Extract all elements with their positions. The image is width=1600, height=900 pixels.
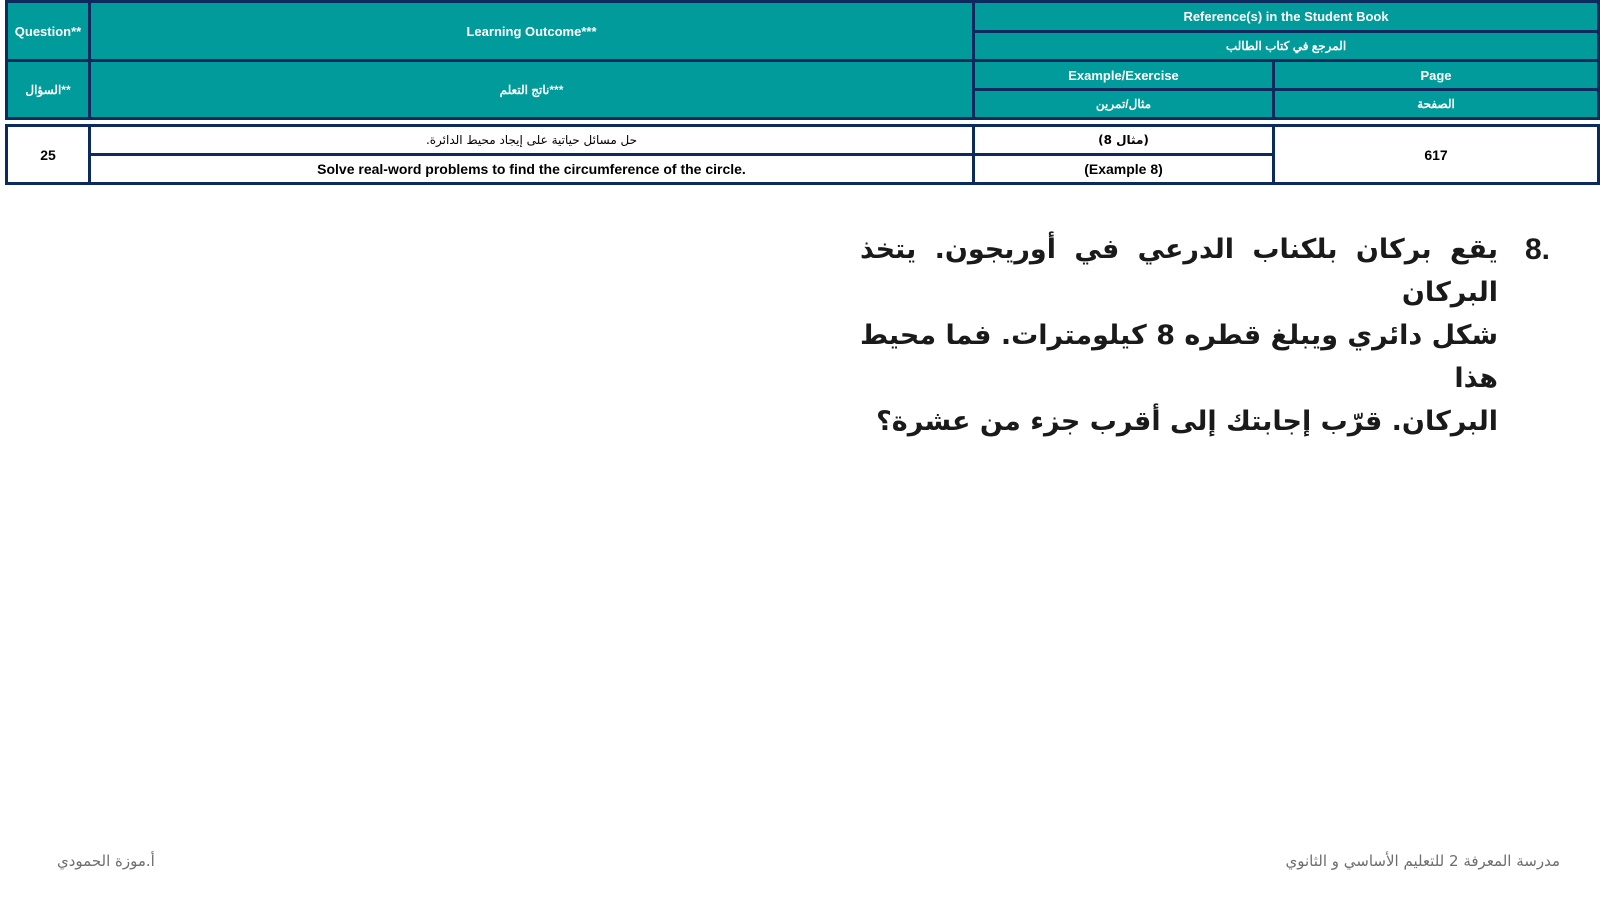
header-question-ar: السؤال** xyxy=(7,61,90,119)
reference-table xyxy=(5,0,1600,185)
problem-text xyxy=(860,228,1498,443)
page-number: 617 xyxy=(1274,126,1599,184)
outcome-english: Solve real-word problems to find the circumference of the circle. xyxy=(90,155,974,184)
problem-8 xyxy=(860,228,1550,443)
header-outcome-ar: ناتج التعلم*** xyxy=(90,61,974,119)
header-page-en: Page xyxy=(1274,61,1599,90)
problem-line-1: يقع بركان بلكناب الدرعي في أوريجون. يتخذ البركان xyxy=(860,234,1498,308)
problem-line-2: شكل دائري ويبلغ قطره 8 كيلومترات. فما محيط هذا xyxy=(860,320,1498,394)
header-page-ar: الصفحة xyxy=(1274,90,1599,119)
header-reference-ar: المرجع في كتاب الطالب xyxy=(974,32,1599,61)
problem-number: 8. xyxy=(1524,233,1550,266)
header-outcome-en: Learning Outcome*** xyxy=(90,2,974,61)
header-example-ar: مثال/تمرين xyxy=(974,90,1274,119)
header-example-en: Example/Exercise xyxy=(974,61,1274,90)
footer-teacher-name: أ.موزة الحمودي xyxy=(57,852,155,870)
question-number: 25 xyxy=(7,126,90,184)
example-arabic: (مثال 8) xyxy=(974,126,1274,155)
footer-school-name: مدرسة المعرفة 2 للتعليم الأساسي و الثانوي xyxy=(1285,852,1560,870)
outcome-arabic: حل مسائل حياتية على إيجاد محيط الدائرة. xyxy=(90,126,974,155)
problem-line-3: البركان. قرّب إجابتك إلى أقرب جزء من عشرة؟ xyxy=(876,406,1498,437)
example-english: (Example 8) xyxy=(974,155,1274,184)
header-reference-en: Reference(s) in the Student Book xyxy=(974,2,1599,32)
header-question-en: Question** xyxy=(7,2,90,61)
